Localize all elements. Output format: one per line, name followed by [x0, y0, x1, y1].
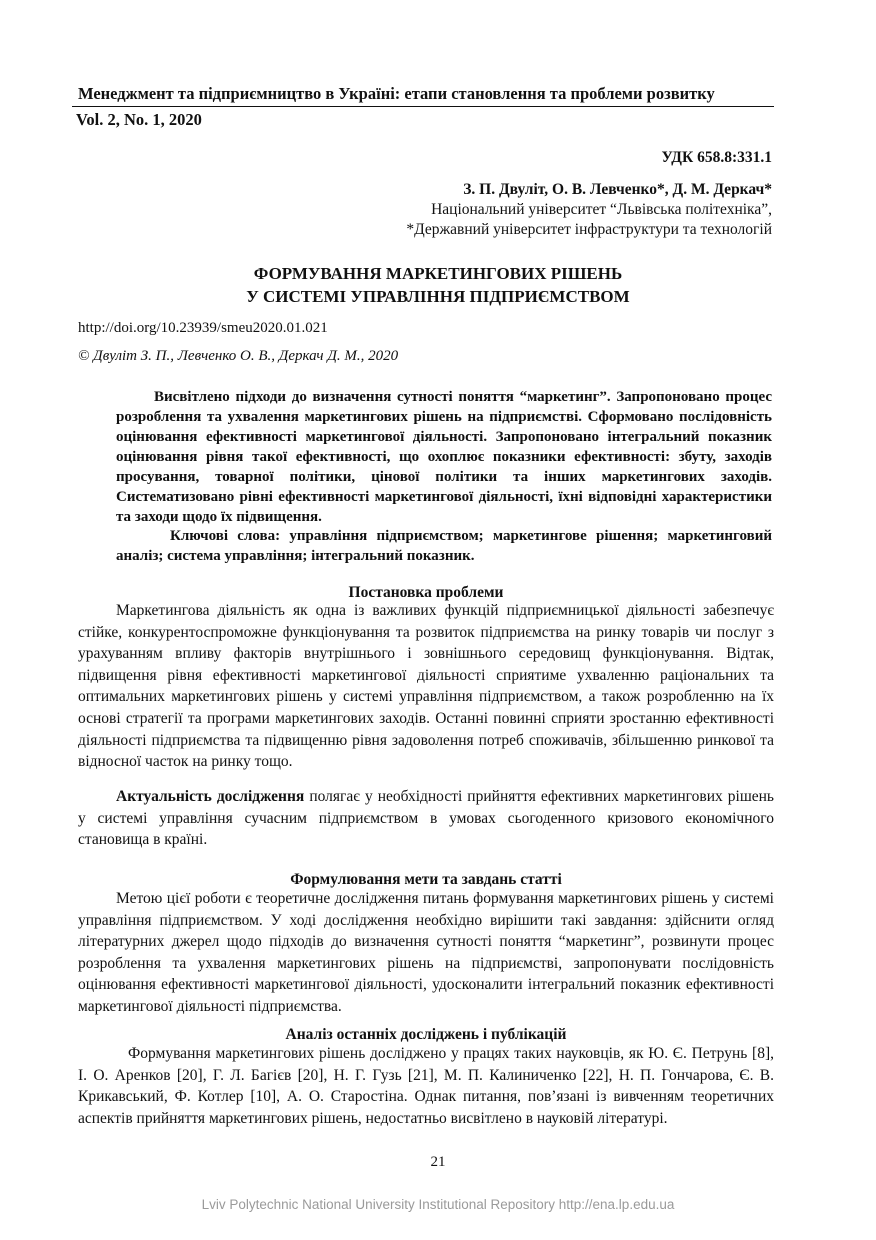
repository-footer[interactable]: Lviv Polytechnic National University Institutional Repository http://ena.lp.edu.ua — [201, 1197, 675, 1212]
paper-title-line-2: У СИСТЕМІ УПРАВЛІННЯ ПІДПРИЄМСТВОМ — [246, 287, 630, 306]
page-number: 21 — [430, 1154, 446, 1170]
paragraph-problem: Маркетингова діяльність як одна із важливих функцій підприємницької діяльності забезпечує стійке, конкурентоспроможне функціонування та розвиток підприємства на ринку товарів чи послуг з урахуванням впливу факторів внутрішнього і зовнішнього середовищ функціонування. Відтак, підвищення рівня ефективності маркетингової діяльності сприятиме ухваленню раціональних та оптимальних маркетингових рішень у системі управління підприємством, а також розробленню на їх основі стратегії та програми маркетингових заходів. Останні повинні сприяти зростанню ефективності діяльності підприємства та підвищенню рівня задоволення потреб споживачів, збільшенню ринкової та відносної часток на ринку тощо. — [78, 602, 774, 771]
paper-title — [0, 262, 876, 308]
keywords: Ключові слова: управління підприємством; маркетингове рішення; маркетинговий аналіз; система управління; інтегральний показник. — [116, 528, 772, 564]
paragraph-relevance — [78, 786, 774, 851]
journal-volume: Vol. 2, No. 1, 2020 — [76, 110, 202, 129]
paper-title-line-1: ФОРМУВАННЯ МАРКЕТИНГОВИХ РІШЕНЬ — [253, 264, 623, 283]
doi-link[interactable]: http://doi.org/10.23939/smeu2020.01.021 — [78, 320, 328, 336]
section-heading-goal: Формулювання мети та завдань статті — [290, 871, 562, 888]
abstract: Висвітлено підходи до визначення сутності поняття “маркетинг”. Запропоновано процес розроблення та ухвалення маркетингових рішень на підприємстві. Сформовано послідовність оцінювання ефективності маркетингової діяльності. Запропоновано інтегральний показник оцінювання рівня такої ефективності, що охоплює показники ефективності: збуту, заходів просування, товарної політики, цінової політики та інших маркетингових заходів. Систематизовано рівні ефективності маркетингової діяльності, їхні відповідні характеристики та заходи щодо їх підвищення. — [116, 389, 772, 525]
copyright: © Двуліт З. П., Левченко О. В., Деркач Д. М., 2020 — [78, 348, 399, 364]
udk — [661, 148, 772, 168]
affiliation-1: Національний університет “Львівська політехніка”, — [431, 201, 772, 218]
journal-title: Менеджмент та підприємництво в Україні: етапи становлення та проблеми розвитку — [78, 84, 715, 103]
authors: З. П. Двуліт, О. В. Левченко*, Д. М. Деркач* — [463, 181, 772, 198]
udk-code: 658.8:331.1 — [697, 149, 772, 166]
section-heading-problem: Постановка проблеми — [348, 584, 504, 601]
section-heading-review: Аналіз останніх досліджень і публікацій — [285, 1026, 567, 1043]
paragraph-goal: Метою цієї роботи є теоретичне дослідження питань формування маркетингових рішень у системі управління підприємством. У ході дослідження необхідно вирішити такі завдання: здійснити огляд літературних джерел щодо підходів до визначення сутності поняття “маркетинг”, розвинути процес розроблення та ухвалення маркетингових рішень на підприємстві, запропонувати послідовність оцінювання ефективності маркетингової діяльності, удосконалити інтегральний показник ефективності маркетингової діяльності підприємства. — [78, 890, 774, 1015]
udk-label: УДК — [661, 149, 694, 166]
paragraph-review: Формування маркетингових рішень досліджено у працях таких науковців, як Ю. Є. Петрунь [8], І. О. Аренков [20], Г. Л. Багієв [20], Н. Г. Гузь [21], М. П. Калиниченко [22], Н. П. Гончарова, Є. В. Крикавський, Ф. Котлер [10], А. О. Старостіна. Однак питання, пов’язані із вивченням теоретичних аспектів прийняття маркетингових рішень, недостатньо висвітлено в науковій літературі. — [78, 1045, 774, 1127]
affiliation-2: *Державний університет інфраструктури та технологій — [406, 221, 772, 238]
header-rule — [72, 106, 774, 107]
relevance-text: полягає у необхідності прийняття ефективних маркетингових рішень у системі управління сучасним підприємством в умовах сьогоденного кризового економічного становища в країні. — [78, 788, 775, 849]
relevance-lead: Актуальність дослідження — [116, 788, 305, 805]
